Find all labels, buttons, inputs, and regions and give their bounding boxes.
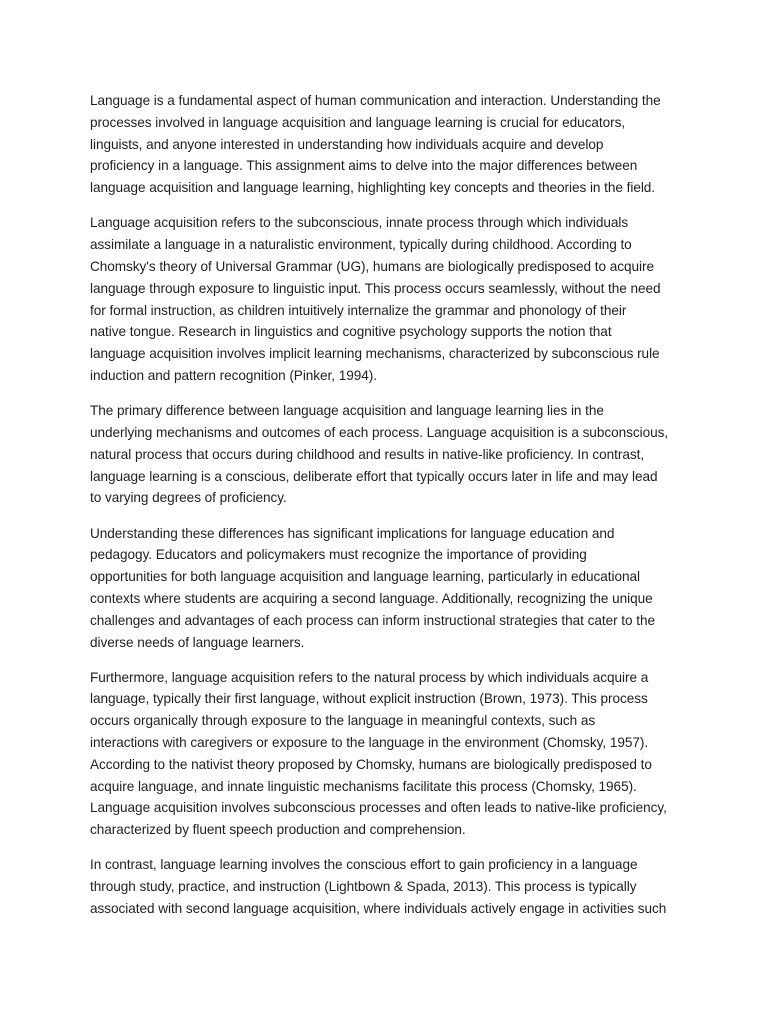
text-line: Understanding these differences has significant implications for language education and [90, 525, 615, 541]
text-line: opportunities for both language acquisition and language learning, particularly in educational [90, 569, 641, 585]
paragraph-intro [90, 90, 688, 199]
text-line: associated with second language acquisition, where individuals actively engage in activities such [90, 901, 667, 917]
text-line: Chomsky's theory of Universal Grammar (UG), humans are biologically predisposed to acquire [90, 258, 654, 274]
text-line: interactions with caregivers or exposure to the language in the environment (Chomsky, 1957). [90, 735, 649, 751]
text-line: linguists, and anyone interested in understanding how individuals acquire and develop [90, 136, 604, 152]
text-line: native tongue. Research in linguistics and cognitive psychology supports the notion that [90, 324, 612, 340]
text-line: underlying mechanisms and outcomes of each process. Language acquisition is a subconscious, [90, 424, 669, 440]
paragraph-acquisition [90, 212, 688, 386]
text-line: language acquisition involves implicit learning mechanisms, characterized by subconscious rule [90, 346, 660, 362]
text-line: language, typically their first language, without explicit instruction (Brown, 1973). This process [90, 691, 648, 707]
text-line: language acquisition and language learning, highlighting key concepts and theories in the field. [90, 180, 656, 196]
paragraph-contrast [90, 854, 688, 919]
text-line: According to the nativist theory proposed by Chomsky, humans are biologically predisposed to [90, 756, 652, 772]
text-line: occurs organically through exposure to the language in meaningful contexts, such as [90, 713, 596, 729]
text-line: through study, practice, and instruction (Lightbown & Spada, 2013). This process is typically [90, 879, 637, 895]
text-line: to varying degrees of proficiency. [90, 490, 287, 506]
paragraph-implications [90, 523, 688, 654]
text-line: pedagogy. Educators and policymakers must recognize the importance of providing [90, 547, 587, 563]
text-line: induction and pattern recognition (Pinker, 1994). [90, 367, 377, 383]
text-line: contexts where students are acquiring a second language. Additionally, recognizing the unique [90, 590, 653, 606]
text-line: In contrast, language learning involves the conscious effort to gain proficiency in a language [90, 857, 638, 873]
text-line: The primary difference between language acquisition and language learning lies in the [90, 403, 604, 419]
text-line: Language acquisition involves subconscious processes and often leads to native-like proficiency, [90, 800, 667, 816]
text-line: acquire language, and innate linguistic mechanisms facilitate this process (Chomsky, 1965). [90, 778, 637, 794]
text-line: characterized by fluent speech production and comprehension. [90, 822, 466, 838]
paragraph-furthermore [90, 667, 688, 841]
text-line: language through exposure to linguistic input. This process occurs seamlessly, without the need [90, 280, 661, 296]
text-line: natural process that occurs during childhood and results in native-like proficiency. In contrast, [90, 446, 645, 462]
text-line: Language acquisition refers to the subconscious, innate process through which individuals [90, 215, 629, 231]
text-line: diverse needs of language learners. [90, 634, 305, 650]
text-line: assimilate a language in a naturalistic environment, typically during childhood. According to [90, 237, 632, 253]
text-line: language learning is a conscious, deliberate effort that typically occurs later in life and may lead [90, 468, 658, 484]
text-line: Language is a fundamental aspect of human communication and interaction. Understanding the [90, 93, 661, 108]
text-line: for formal instruction, as children intuitively internalize the grammar and phonology of their [90, 302, 627, 318]
text-line: proficiency in a language. This assignment aims to delve into the major differences between [90, 158, 638, 174]
text-line: processes involved in language acquisition and language learning is crucial for educators, [90, 114, 626, 130]
text-line: challenges and advantages of each process can inform instructional strategies that cater to the [90, 612, 656, 628]
paragraph-primary-difference [90, 400, 688, 509]
text-line: Furthermore, language acquisition refers to the natural process by which individuals acquire a [90, 669, 649, 685]
